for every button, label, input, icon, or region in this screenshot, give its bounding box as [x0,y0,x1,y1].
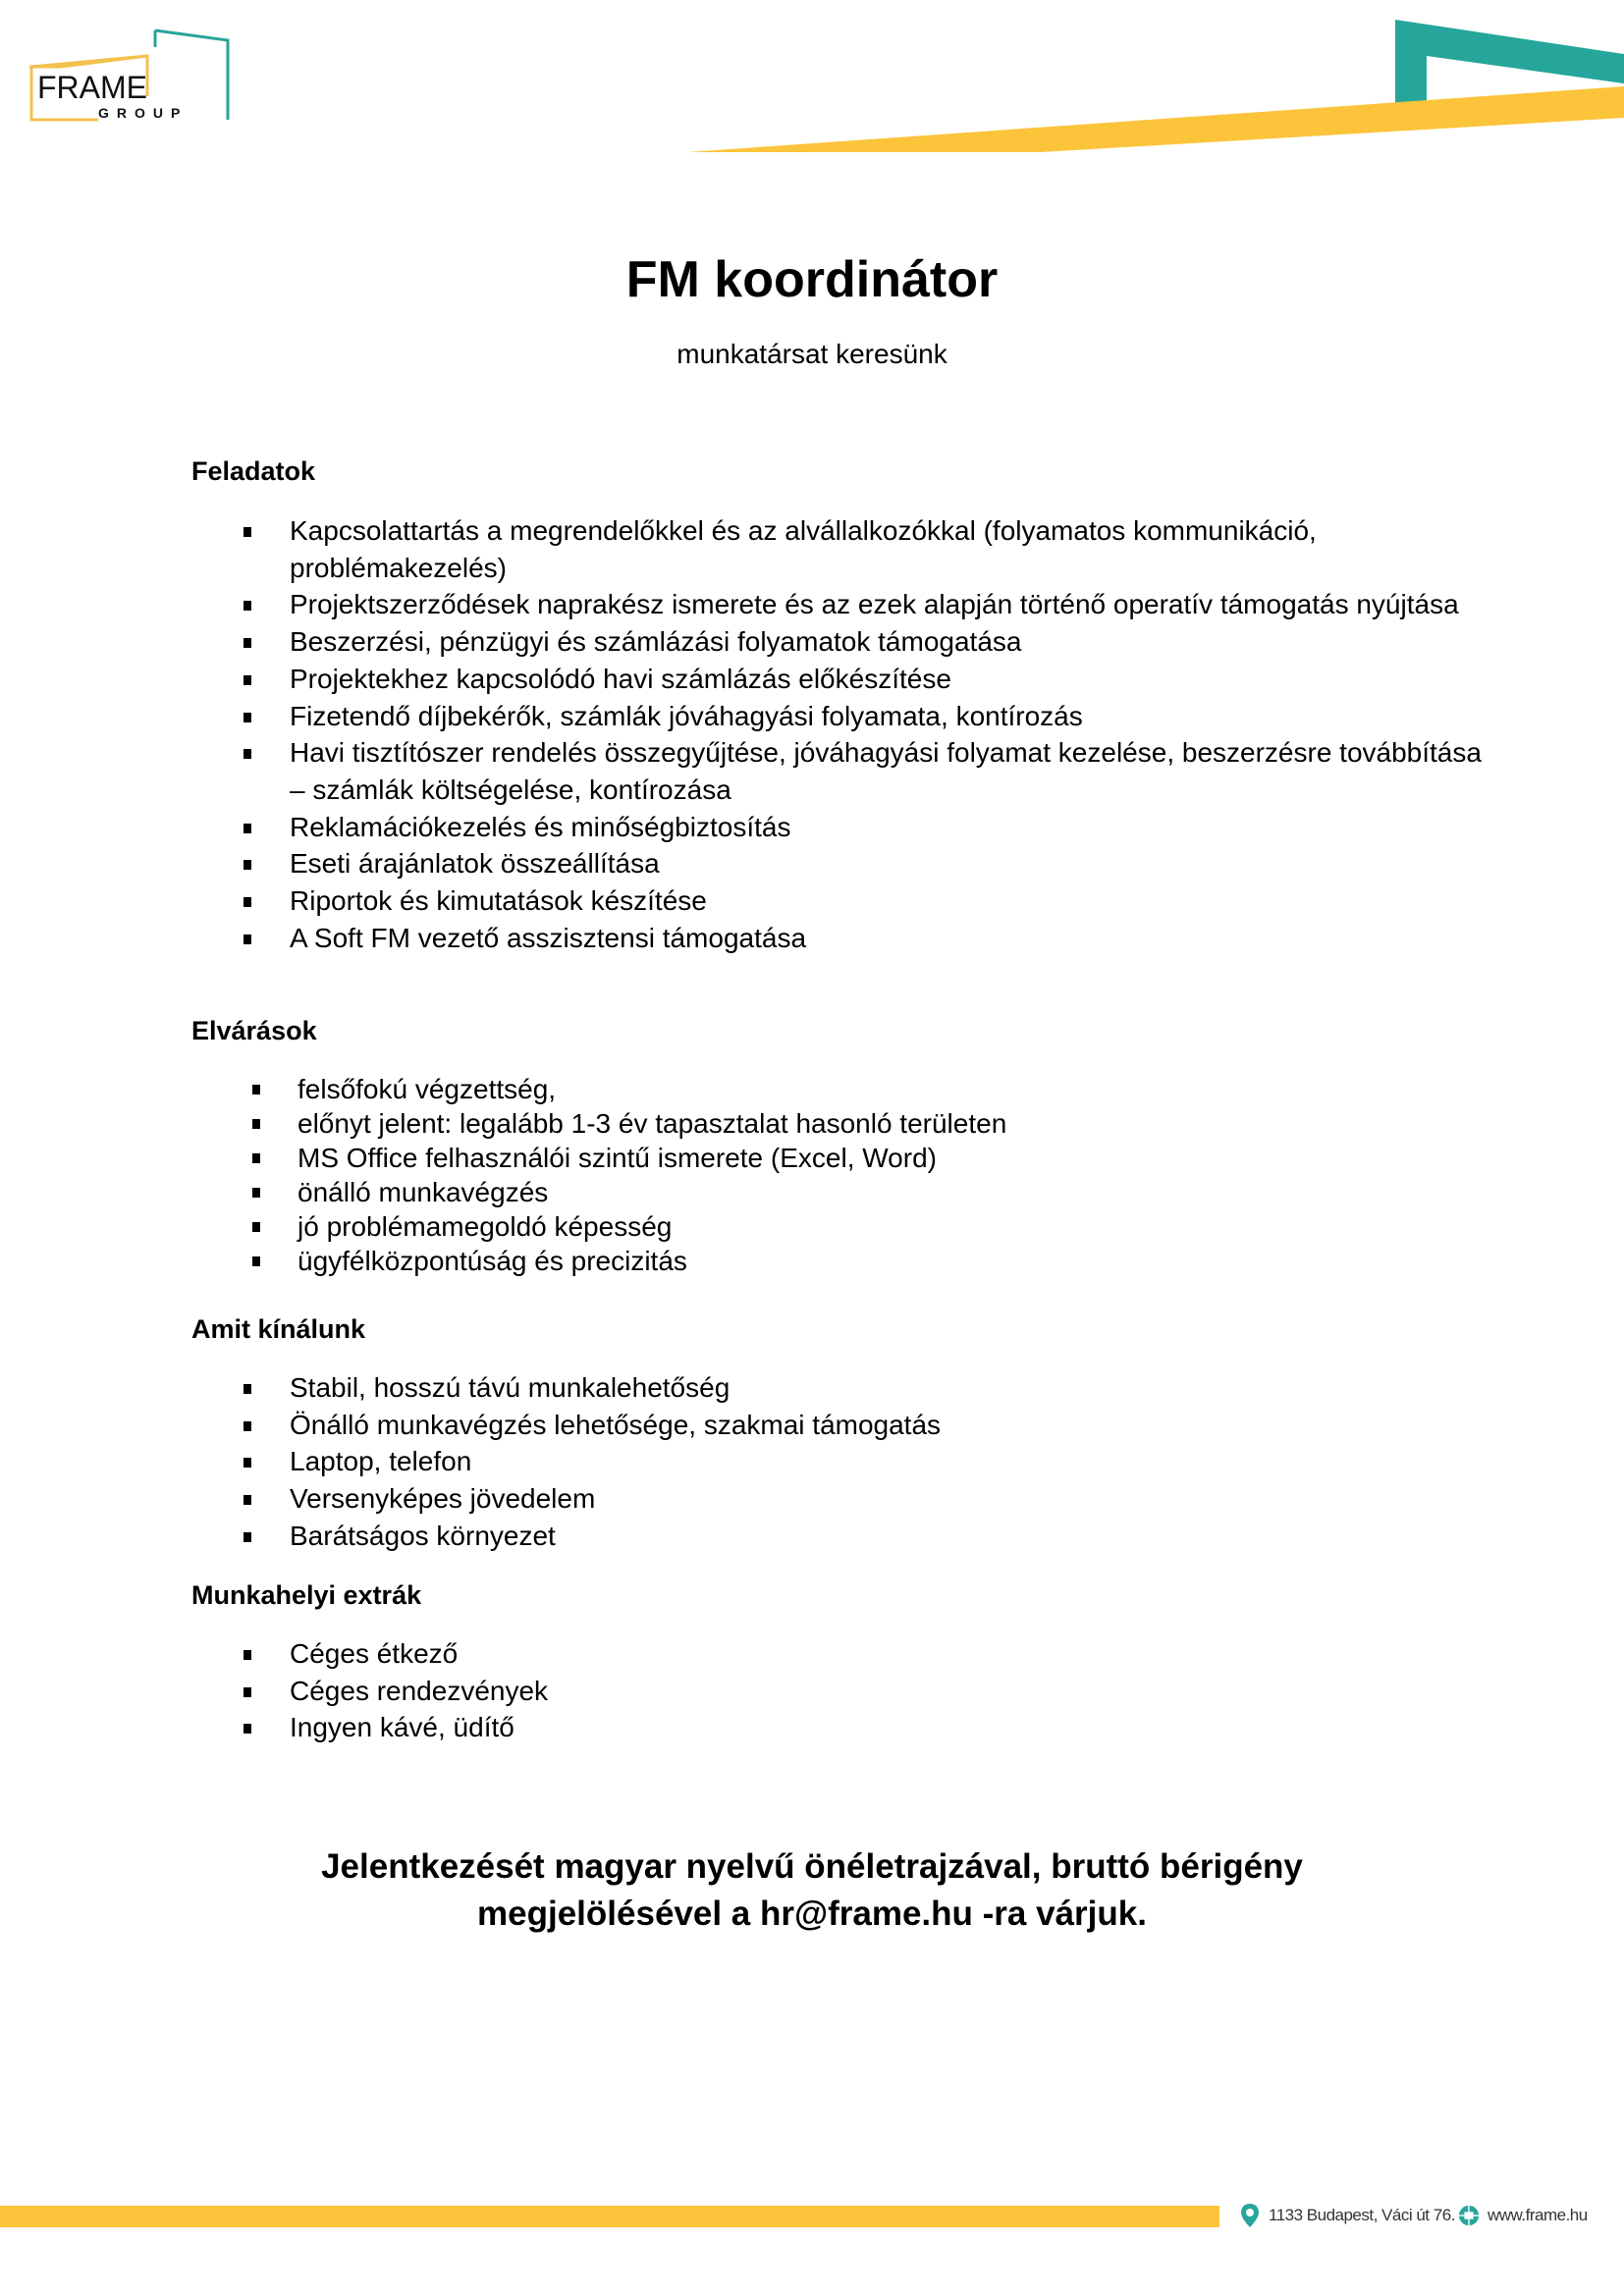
footer-yellow-bar [0,2206,1219,2227]
bullet-icon [244,675,251,685]
bullet-icon [244,897,251,907]
list-munkahelyi-extrak [191,1635,1468,1746]
list-feladatok [191,512,1497,956]
list-item: A Soft FM vezető asszisztensi támogatása [191,920,1497,957]
list-item: Kapcsolattartás a megrendelőkkel és az alvállalkozókkal (folyamatos kommunikáció, problémakezelés) [191,512,1497,586]
list-item: Beszerzési, pénzügyi és számlázási folyamatok támogatása [191,623,1497,661]
list-item: előnyt jelent: legalább 1-3 év tapasztalat hasonló területen [191,1106,1468,1141]
list-amit-kinalunk [191,1369,1468,1555]
bullet-icon [244,1724,251,1734]
header-decoration [687,0,1624,157]
list-item: felsőfokú végzettség, [191,1072,1468,1106]
list-elvarasok [191,1072,1468,1278]
bullet-icon [244,1495,251,1505]
map-pin-icon [1239,2203,1261,2228]
bullet-icon [252,1085,260,1095]
bullet-icon [244,749,251,759]
list-item: Céges étkező [191,1635,1468,1673]
list-item: MS Office felhasználói szintű ismerete (Excel, Word) [191,1141,1468,1175]
bullet-icon [244,1384,251,1394]
list-item: Céges rendezvények [191,1673,1468,1710]
page-subtitle: munkatársat keresünk [677,339,947,369]
list-item: Fizetendő díjbekérők, számlák jóváhagyási folyamata, kontírozás [191,698,1497,735]
list-item: Önálló munkavégzés lehetősége, szakmai támogatás [191,1407,1468,1444]
list-item: önálló munkavégzés [191,1175,1468,1209]
logo-main-text: FRAME [37,70,147,105]
list-item: Riportok és kimutatások készítése [191,882,1497,920]
bullet-icon [244,1532,251,1542]
closing-line-2: megjelölésével a hr@frame.hu -ra várjuk. [477,1895,1147,1933]
list-item: Stabil, hosszú távú munkalehetőség [191,1369,1468,1407]
bullet-icon [244,824,251,833]
section-heading-feladatok: Feladatok [191,456,316,486]
section-heading-elvarasok: Elvárások [191,1016,317,1045]
bullet-icon [244,1421,251,1431]
list-item: jó problémamegoldó képesség [191,1209,1468,1244]
bullet-icon [244,1650,251,1660]
bullet-icon [252,1119,260,1129]
list-item: Laptop, telefon [191,1443,1468,1480]
frame-group-logo [29,26,236,126]
page-title: FM koordinátor [625,251,999,308]
list-item: Projektszerződések naprakész ismerete és az ezek alapján történő operatív támogatás nyújtása [191,586,1497,623]
bullet-icon [252,1222,260,1232]
list-item: Havi tisztítószer rendelés összegyűjtése, jóváhagyási folyamat kezelése, beszerzésre továbbítása – számlák költségelése, kontírozása [191,734,1497,808]
bullet-icon [252,1153,260,1163]
yellow-swoosh-shape [687,86,1624,152]
section-heading-amit-kinalunk: Amit kínálunk [191,1314,366,1344]
list-item: Ingyen kávé, üdítő [191,1709,1468,1746]
list-item: Projektekhez kapcsolódó havi számlázás előkészítése [191,661,1497,698]
bullet-icon [252,1188,260,1198]
bullet-icon [252,1256,260,1266]
bullet-icon [244,527,251,537]
closing-line-1: Jelentkezését magyar nyelvű önéletrajzával, bruttó bérigény [321,1847,1303,1886]
bullet-icon [244,860,251,870]
bullet-icon [244,1687,251,1697]
bullet-icon [244,713,251,722]
list-item: Barátságos környezet [191,1518,1468,1555]
list-item: Eseti árajánlatok összeállítása [191,845,1497,882]
list-item: Reklamációkezelés és minőségbiztosítás [191,809,1497,846]
closing-text [0,1843,1624,1938]
globe-icon [1458,2203,1480,2228]
bullet-icon [244,601,251,611]
logo-sub-text: GROUP [98,105,189,121]
list-item: Versenyképes jövedelem [191,1480,1468,1518]
bullet-icon [244,638,251,648]
bullet-icon [244,934,251,944]
footer-website[interactable]: www.frame.hu [1458,2203,1588,2228]
section-heading-munkahelyi-extrak: Munkahelyi extrák [191,1580,422,1610]
list-item: ügyfélközpontúság és precizitás [191,1244,1468,1278]
footer-address: 1133 Budapest, Váci út 76. [1239,2203,1455,2228]
bullet-icon [244,1458,251,1468]
